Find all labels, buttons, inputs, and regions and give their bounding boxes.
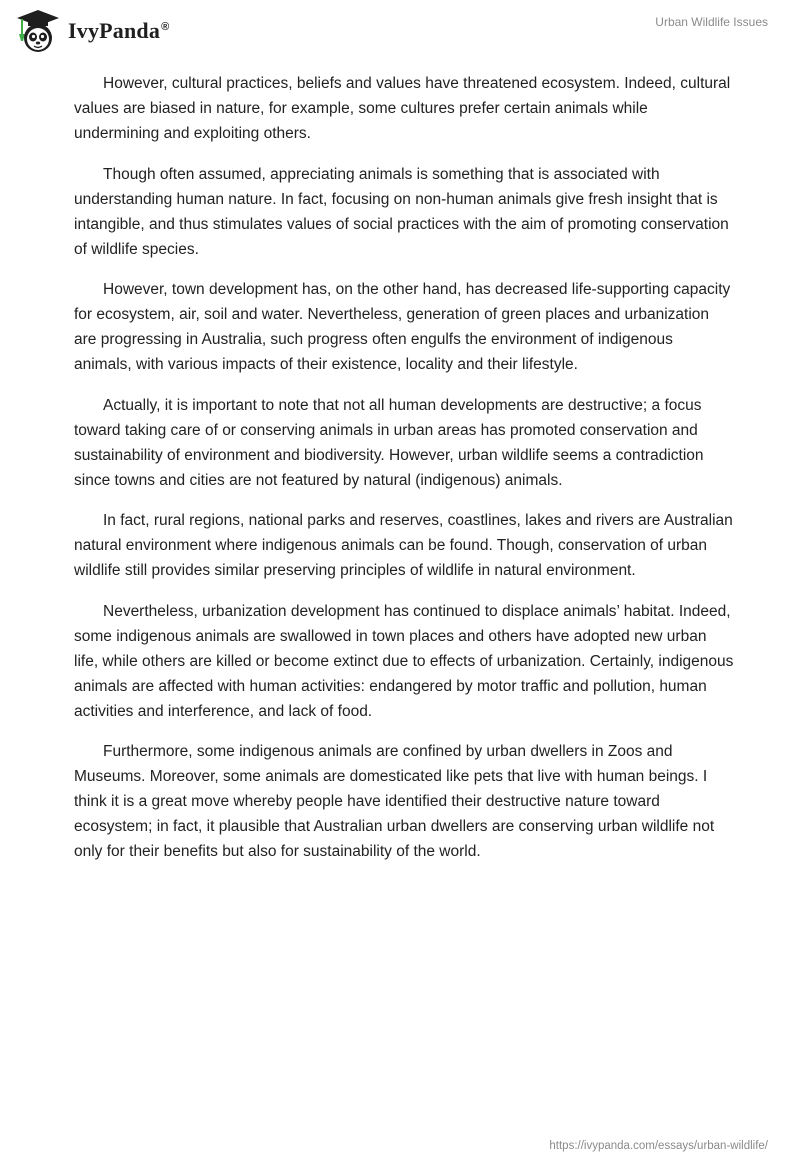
paragraph: Actually, it is important to note that not all human developments are destructive; a focus toward taking care of or conserving animals in urban areas has promoted conservation and sustainability of environment and biodiversity. However, urban wildlife seems a contradiction since towns and cities are not featured by natural (indigenous) animals. bbox=[74, 396, 704, 489]
paragraph: However, cultural practices, beliefs and values have threatened ecosystem. Indeed, cultural values are biased in nature, for example, some cultures prefer certain animals while undermining and exploiting others. bbox=[74, 75, 731, 142]
source-url[interactable]: https://ivypanda.com/essays/urban-wildlife/ bbox=[549, 1140, 768, 1152]
essay-body bbox=[74, 71, 734, 880]
paragraph: Though often assumed, appreciating animals is something that is associated with understanding human nature. In fact, focusing on non-human animals give fresh insight that is intangible, and thus stimulates values of social practices with the aim of promoting conservation of wildlife species. bbox=[74, 165, 729, 258]
brand-name-text: IvyPanda bbox=[68, 18, 161, 43]
document-title: Urban Wildlife Issues bbox=[655, 15, 768, 29]
paragraph: However, town development has, on the other hand, has decreased life-supporting capacity for ecosystem, air, soil and water. Nevertheless, generation of green places and urbanization are progressing in Australia, such progress often engulfs the environment of indigenous animals, with various impacts of their existence, locality and their lifestyle. bbox=[74, 281, 731, 373]
paragraph: Nevertheless, urbanization development has continued to displace animals’ habitat. Indeed, some indigenous animals are swallowed in town places and others have adopted new urban life, while others are killed or become extinct due to effects of urbanization. Certainly, indigenous animals are affected with human activities: endangered by motor traffic and pollution, human activities and interference, and lack of food. bbox=[74, 602, 734, 720]
registered-mark: ® bbox=[161, 20, 170, 33]
brand-logo[interactable] bbox=[14, 8, 169, 54]
paragraph: Furthermore, some indigenous animals are confined by urban dwellers in Zoos and Museums. Moreover, some animals are domesticated like pets that live with human beings. I think it is a great move whereby people have identified their destructive nature toward ecosystem; in fact, it plausible that Australian urban dwellers are conserving urban wildlife not only for their benefits but also for sustainability of the world. bbox=[74, 743, 715, 860]
brand-name bbox=[68, 18, 169, 44]
paragraph: In fact, rural regions, national parks and reserves, coastlines, lakes and rivers are Australian natural environment where indigenous animals can be found. Though, conservation of urban wildlife still provides similar preserving principles of wildlife in natural environment. bbox=[74, 512, 733, 579]
panda-graduate-logo-icon bbox=[14, 8, 62, 54]
page-header bbox=[0, 0, 800, 60]
